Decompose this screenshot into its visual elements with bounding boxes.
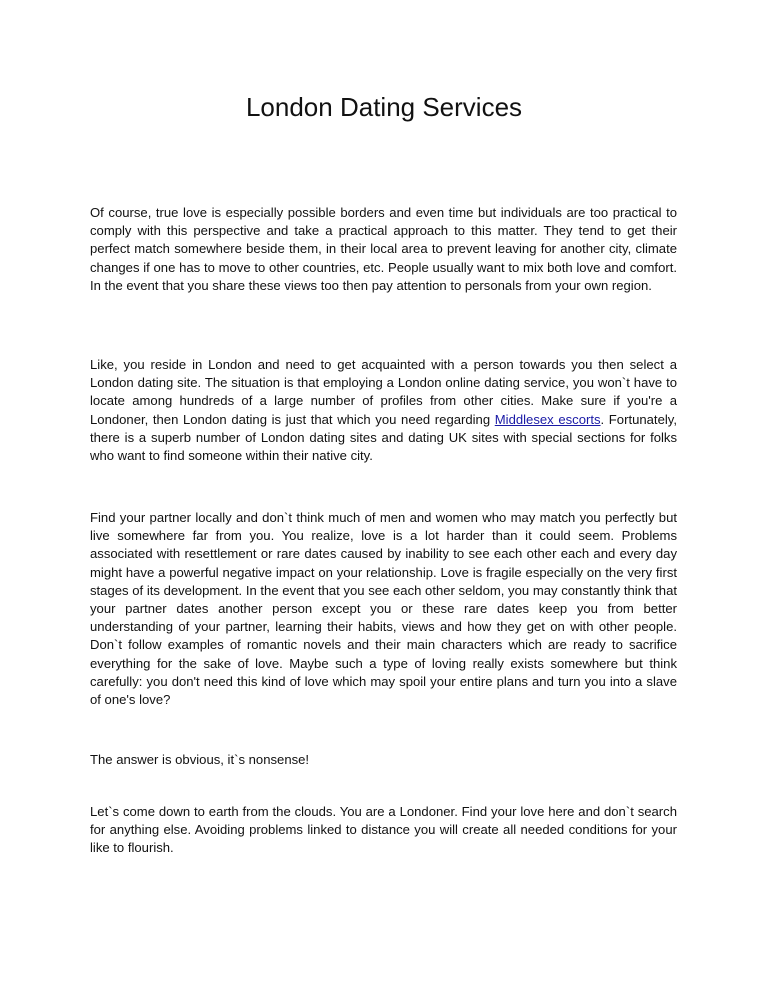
paragraph-2	[90, 356, 677, 465]
paragraph-2-text-a: Like, you reside in London and need to get acquainted with a person towards you then select a London dating site. The situation is that employing a London online dating service, you won`t have to locate among hundreds of a large number of profiles from other cities. Make sure if you're a Londoner, then London dating is just that which you need regarding	[90, 357, 677, 427]
document-title: London Dating Services	[245, 92, 523, 122]
middlesex-escorts-link[interactable]: Middlesex escorts	[494, 411, 601, 427]
paragraph-1: Of course, true love is especially possible borders and even time but individuals are too practical to comply with this perspective and take a practical approach to this matter. They tend to get their perfect match somewhere beside them, in their local area to prevent leaving for another city, climate changes if one has to move to other countries, etc. People usually want to mix both love and comfort. In the event that you share these views too then pay attention to personals from your own region.	[90, 205, 677, 293]
paragraph-3: Find your partner locally and don`t think much of men and women who may match you perfectly but live somewhere far from you. You realize, love is a lot harder than it could seem. Problems associated with resettlement or rare dates caused by inability to see each other each and every day might have a powerful negative impact on your relationship. Love is fragile especially on the very first stages of its development. In the event that you see each other seldom, you may constantly think that your partner dates another person except you or these rare dates keep you from better understanding of your partner, learning their habits, views and how they get on with other people. Don`t follow examples of romantic novels and their main characters which are ready to sacrifice everything for the sake of love. Maybe such a type of loving really exists somewhere but think carefully: you don't need this kind of love which may spoil your entire plans and turn you into a slave of one's love?	[90, 510, 677, 708]
paragraph-2-text-b: . Fortunately, there is a superb number of London dating sites and dating UK sites with special sections for folks who want to find someone within their native city.	[90, 411, 677, 464]
paragraph-5: Let`s come down to earth from the clouds. You are a Londoner. Find your love here and don`t search for anything else. Avoiding problems linked to distance you will create all needed conditions for your like to flourish.	[90, 804, 677, 856]
paragraph-4: The answer is obvious, it`s nonsense!	[90, 752, 310, 767]
